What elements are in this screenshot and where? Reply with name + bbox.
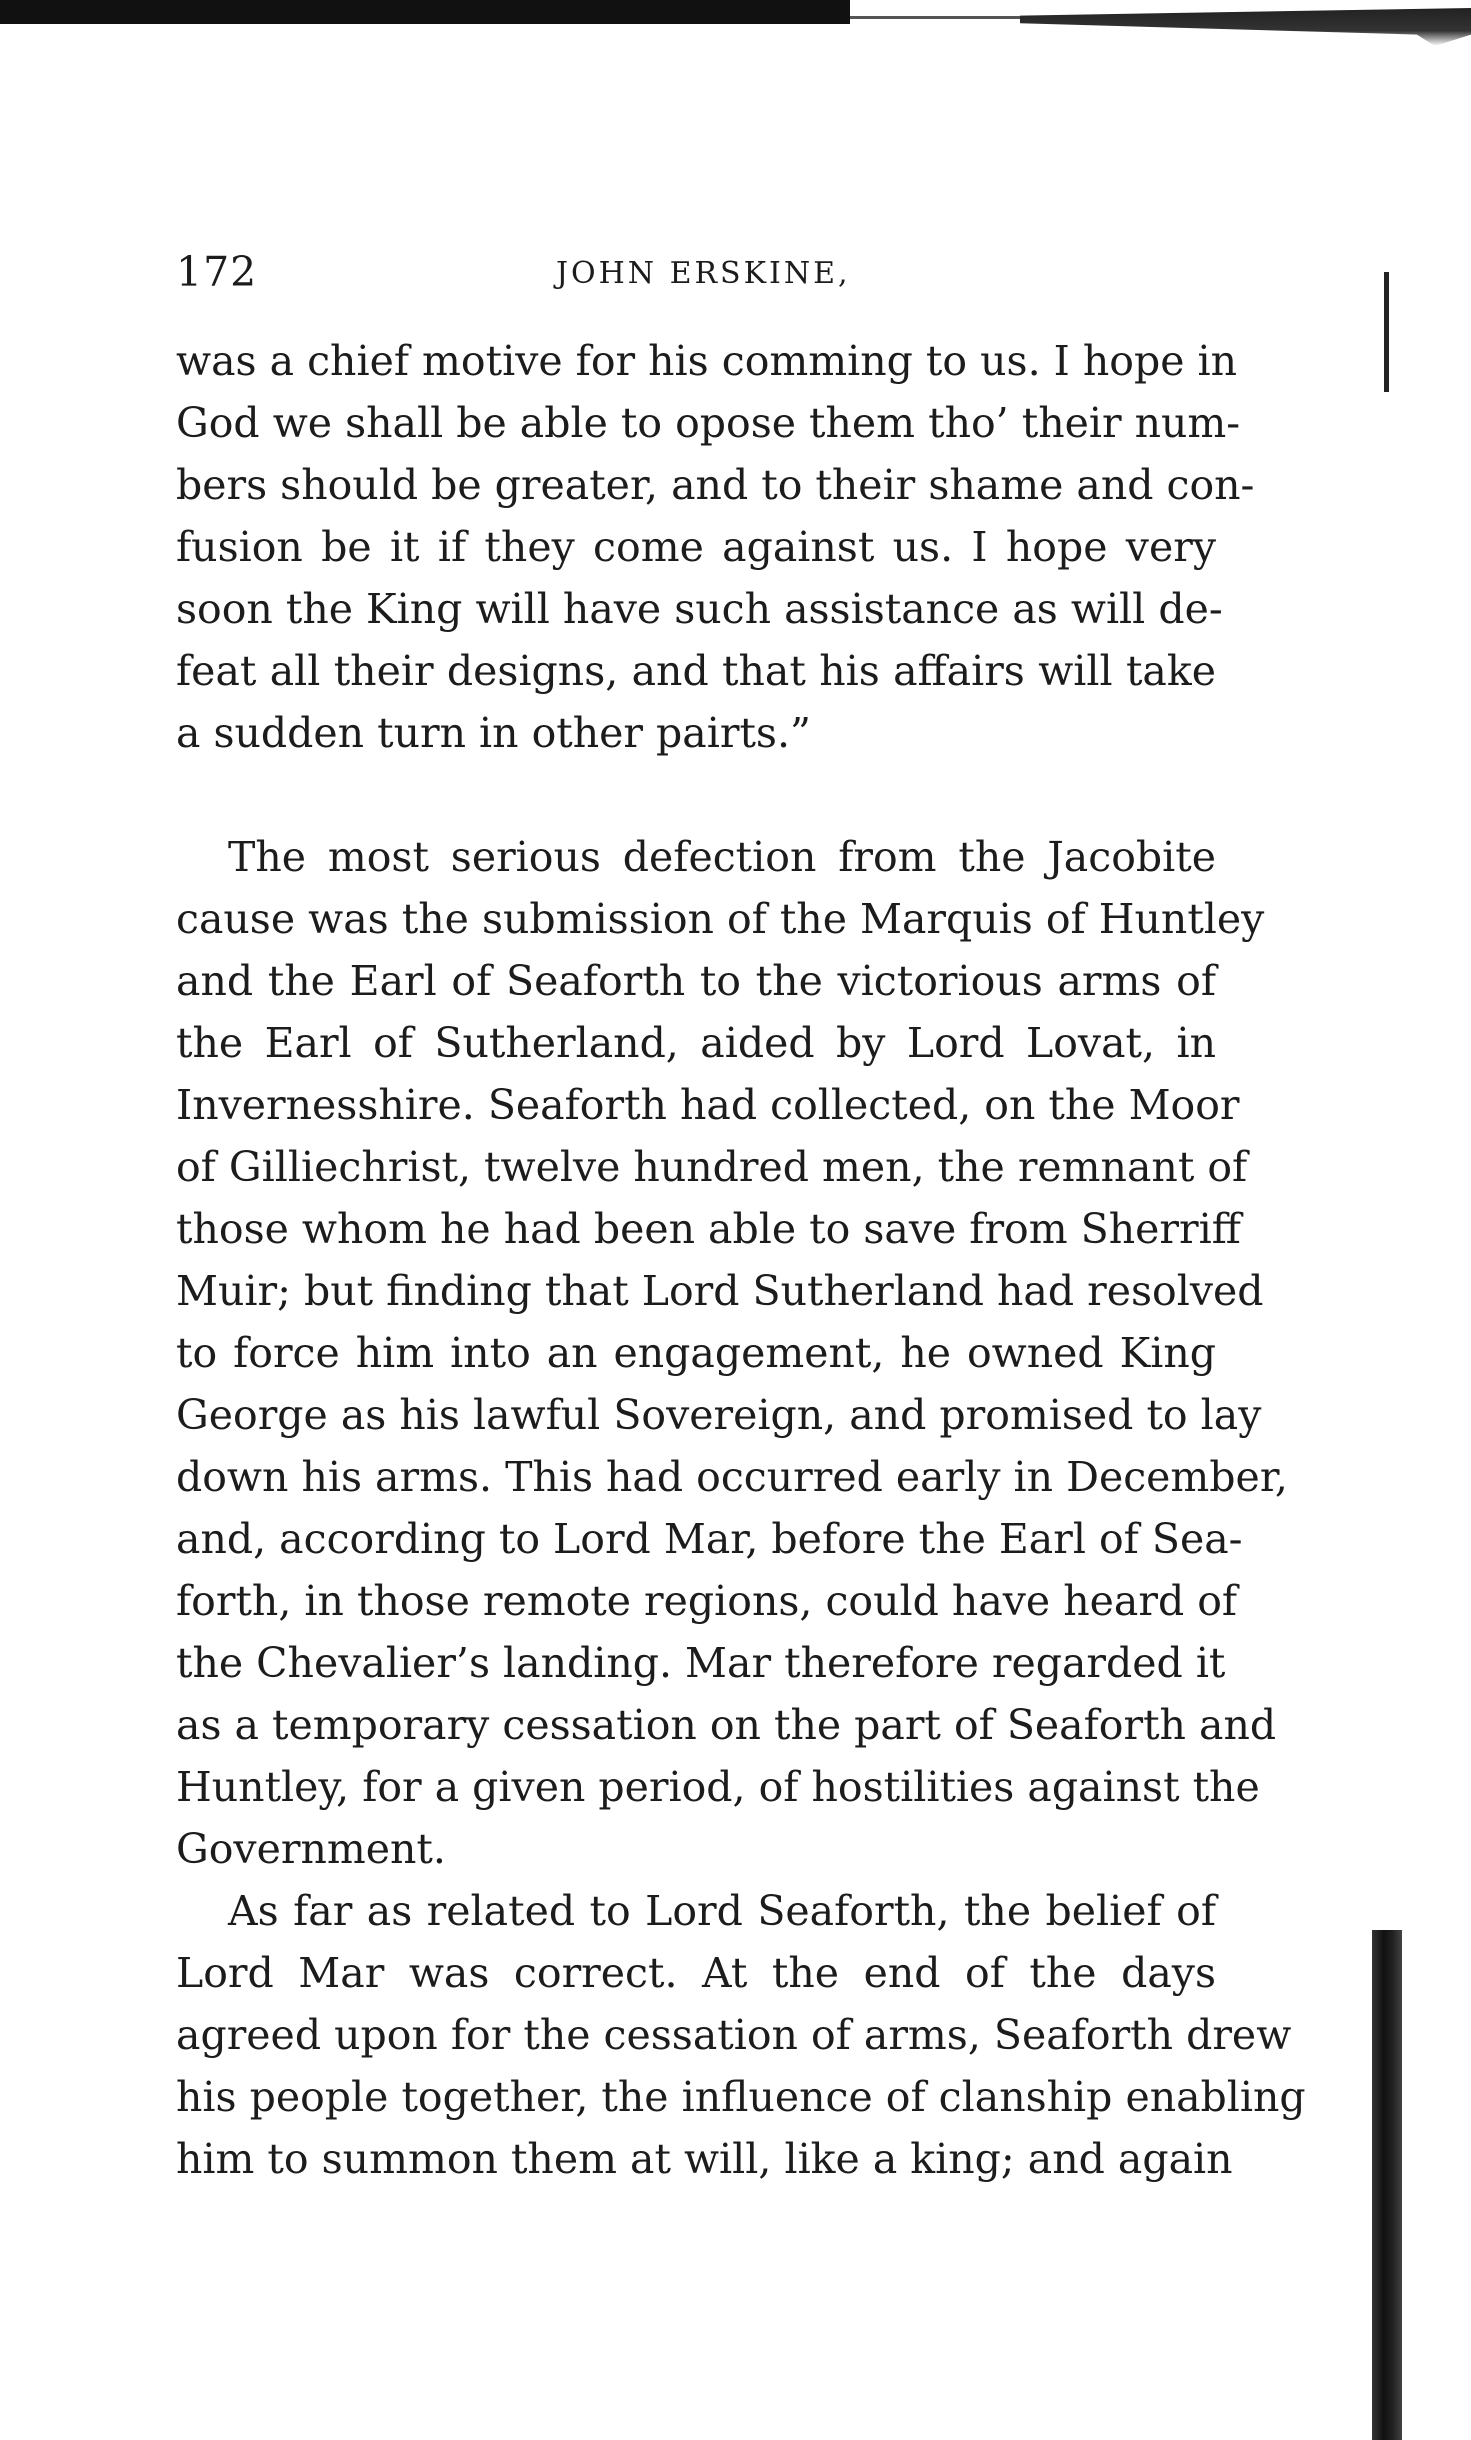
scan-gutter-shadow-lower [1372, 1930, 1402, 2440]
paragraph-seaforth [176, 1880, 1306, 2190]
text-line: down his arms. This had occurred early in December, [176, 1453, 1288, 1501]
page-header [176, 248, 1216, 308]
text-line: forth, in those remote regions, could have heard of [176, 1577, 1238, 1625]
paragraph-quote-continuation [176, 330, 1255, 764]
text-line: Huntley, for a given period, of hostilities against the [176, 1763, 1260, 1811]
text-line: of Gilliechrist, twelve hundred men, the remnant of [176, 1143, 1248, 1191]
running-head: JOHN ERSKINE, [556, 256, 851, 291]
text-line: George as his lawful Sovereign, and promised to lay [176, 1391, 1262, 1439]
page-number: 172 [176, 248, 258, 296]
text-line: As far as related to Lord Seaforth, the belief of [228, 1887, 1216, 1935]
scan-edge-shadow-top-right [1020, 8, 1471, 46]
text-line: fusion be it if they come against us. I hope very [176, 523, 1216, 571]
text-line: Government. [176, 1825, 446, 1873]
text-line: those whom he had been able to save from Sherriff [176, 1205, 1241, 1253]
scan-edge-line-top [850, 16, 1020, 19]
text-line: him to summon them at will, like a king; and again [176, 2135, 1233, 2183]
text-line: cause was the submission of the Marquis of Huntley [176, 895, 1265, 943]
text-line: his people together, the influence of clanship enabling [176, 2073, 1306, 2121]
paragraph-spacer [176, 764, 1216, 826]
text-line: the Earl of Sutherland, aided by Lord Lovat, in [176, 1019, 1216, 1067]
text-line: the Chevalier’s landing. Mar therefore regarded it [176, 1639, 1226, 1687]
text-line: to force him into an engagement, he owned King [176, 1329, 1216, 1377]
text-line: The most serious defection from the Jacobite [228, 833, 1216, 881]
text-line: feat all their designs, and that his affairs will take [176, 647, 1216, 695]
text-line: bers should be greater, and to their shame and con- [176, 461, 1255, 509]
text-line: Muir; but finding that Lord Sutherland had resolved [176, 1267, 1264, 1315]
text-line: God we shall be able to opose them tho’ their num- [176, 399, 1241, 447]
text-line: Invernesshire. Seaforth had collected, on the Moor [176, 1081, 1240, 1129]
text-line: a sudden turn in other pairts.” [176, 709, 811, 757]
scan-edge-shadow-top [0, 0, 850, 24]
text-line: and, according to Lord Mar, before the Earl of Sea- [176, 1515, 1243, 1563]
text-line: as a temporary cessation on the part of Seaforth and [176, 1701, 1277, 1749]
text-line: was a chief motive for his comming to us. I hope in [176, 337, 1238, 385]
text-line: agreed upon for the cessation of arms, Seaforth drew [176, 2011, 1292, 2059]
text-line: and the Earl of Seaforth to the victorious arms of [176, 957, 1216, 1005]
body-text [176, 330, 1306, 2190]
scan-gutter-mark-upper [1384, 272, 1389, 392]
text-line: Lord Mar was correct. At the end of the days [176, 1949, 1216, 1997]
paragraph-defection [176, 826, 1288, 1880]
text-line: soon the King will have such assistance as will de- [176, 585, 1223, 633]
